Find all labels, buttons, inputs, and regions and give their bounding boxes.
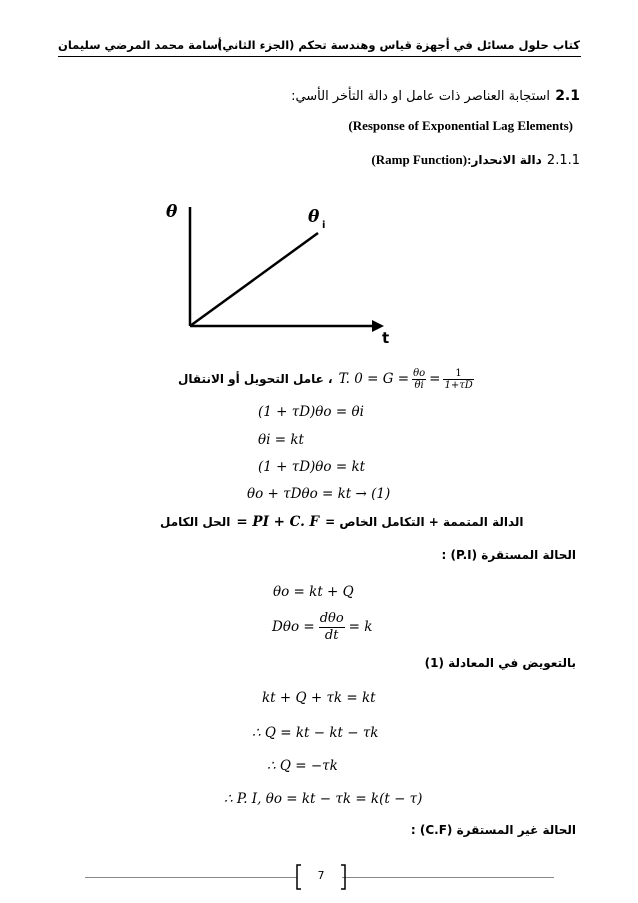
complete-solution-ar: الدالة المتممة + التكامل الخاص =: [325, 515, 524, 529]
complete-solution-line: [160, 514, 524, 530]
ramp-graph: [160, 195, 400, 345]
pi-heading: الحالة المستقرة (P.I) :: [441, 548, 576, 562]
complete-solution-math: = PI + C. F: [236, 514, 320, 530]
transfer-function-label: ، عامل التحويل أو الانتقال: [178, 372, 333, 386]
subsection-title-en: (Ramp Function):: [371, 152, 472, 167]
subsection-number: 2.1.1: [546, 153, 580, 168]
tf-prefix: T. 0 = G =: [338, 371, 410, 387]
cf-heading: الحالة غير المستقرة (C.F) :: [410, 823, 576, 837]
book-title: كتاب حلول مسائل في أجهزة قياس وهندسة تحكم (الجزء الثاني): [217, 38, 580, 52]
tf-fraction-2: $\frac{1}{1+\tau D}$: [444, 367, 473, 391]
header-divider: [58, 56, 581, 57]
section-title-en: (Response of Exponential Lag Elements): [348, 118, 573, 133]
series-subscript: i: [322, 220, 326, 231]
page-number: 7: [317, 869, 325, 882]
equation-2: θi = kt: [258, 432, 304, 448]
substitution-heading: بالتعويض في المعادلة (1): [424, 656, 576, 670]
footer-line-left: [85, 877, 297, 878]
transfer-function-line: ، عامل التحويل أو الانتقال T. 0 = G = $\frac{\theta o}{\theta i}$ = $\frac{1}{1+\tau D}$: [178, 367, 473, 391]
equation-9: ∴ Q = −τk: [267, 758, 338, 774]
footer-line-right: [342, 877, 554, 878]
equation-6: Dθo = $\frac{\text{dθo}}{dt}$ = k: [272, 610, 373, 643]
ramp-line: [190, 233, 318, 326]
subsection-heading: [371, 149, 580, 168]
y-axis-label: θ: [166, 202, 178, 222]
derivative-fraction: $\frac{\text{dθo}}{dt}$: [319, 610, 344, 643]
equation-3: (1 + τD)θo = kt: [258, 459, 366, 475]
section-title-ar: استجابة العناصر ذات عامل او دالة التأخر الأسي:: [291, 89, 550, 104]
equation-4: θo + τDθo = kt → (1): [247, 486, 391, 502]
equation-8: ∴ Q = kt − kt − τk: [252, 725, 379, 741]
equation-1: (1 + τD)θo = θi: [258, 404, 364, 420]
equation-7: kt + Q + τk = kt: [262, 690, 376, 706]
subsection-title-ar: دالة الانحدار: [471, 153, 542, 167]
author-name: أسامة محمد المرضي سليمان: [58, 38, 222, 52]
series-label: θ: [308, 207, 320, 227]
equation-10: ∴ P. I, θo = kt − τk = k(t − τ): [224, 791, 423, 807]
section-number: 2.1: [555, 88, 580, 104]
x-axis-label: t: [382, 329, 390, 345]
equation-5: θo = kt + Q: [273, 584, 354, 600]
tf-fraction-1: $\frac{\theta o}{\theta i}$: [413, 367, 426, 391]
complete-solution-label: الحل الكامل: [160, 515, 231, 529]
